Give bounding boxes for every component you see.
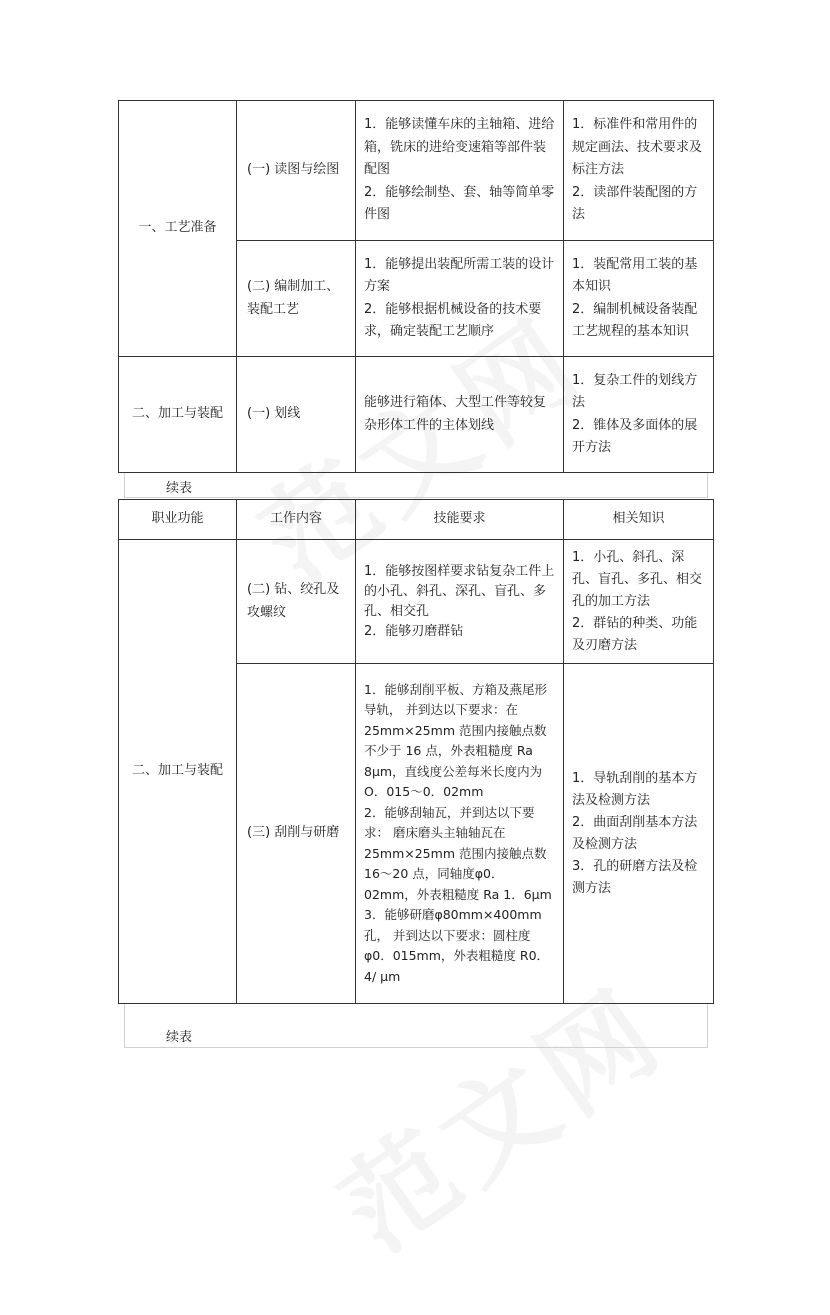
column-header-content: 工作内容	[237, 500, 356, 540]
skill-item: 1．能够提出装配所需工装的设计方案	[364, 256, 555, 294]
skill-requirements-cell	[356, 101, 564, 241]
skill-item: 1．能够按图样要求钻复杂工件上的小孔、斜孔、深孔、盲孔、多孔、相交孔	[364, 563, 555, 619]
knowledge-item: 1．装配常用工装的基本知识	[572, 256, 698, 294]
skill-requirements-cell	[356, 540, 564, 664]
column-header-function: 职业功能	[119, 500, 237, 540]
skill-requirements-cell	[356, 241, 564, 357]
continued-frame	[124, 1003, 708, 1048]
skill-item: 1．能够读懂车床的主轴箱、进给箱，铣床的进给变速箱等部件装配图	[364, 117, 555, 178]
function-cell: 二、加工与装配	[119, 540, 237, 1004]
work-content-cell: (一) 读图与绘图	[237, 101, 356, 241]
skill-item: 2．能够根据机械设备的技术要求，确定装配工艺顺序	[364, 301, 542, 339]
knowledge-item: 2．读部件装配图的方法	[572, 184, 698, 223]
skill-requirements-cell	[356, 664, 564, 1004]
continued-label: 续表	[166, 481, 193, 496]
continued-frame	[124, 473, 708, 498]
knowledge-cell	[564, 357, 714, 473]
skill-item: 2．能够刃磨群钻	[364, 623, 464, 639]
skill-item: 1．能够刮削平板、方箱及燕尾形导轨， 并到达以下要求：在25mm×25mm 范围内接触点数不少于 16 点，外表粗糙度 Ra 8μm，直线度公差每米长度内为 O．015～0．02mm	[364, 681, 547, 800]
knowledge-item: 3．孔的研磨方法及检测方法	[572, 858, 698, 896]
skill-item: 2．能够绘制垫、套、轴等简单零件图	[364, 184, 555, 223]
knowledge-item: 2．锥体及多面体的展开方法	[572, 417, 698, 455]
skill-item: 3．能够研磨φ80mm×400mm 孔， 并到达以下要求：圆柱度φ0．015mm，外表粗糙度 R0．4/ μm	[364, 907, 550, 984]
knowledge-cell	[564, 101, 714, 241]
knowledge-cell	[564, 540, 714, 664]
work-content-cell: (三) 刮削与研磨	[237, 664, 356, 1004]
column-header-skills: 技能要求	[356, 500, 564, 540]
knowledge-item: 1．小孔、斜孔、深孔、盲孔、多孔、相交孔的加工方法	[572, 549, 703, 609]
knowledge-item: 2．编制机械设备装配工艺规程的基本知识	[572, 301, 698, 339]
skill-item: 能够进行箱体、大型工件等较复杂形体工件的主体划线	[364, 395, 547, 433]
knowledge-item: 2．群钻的种类、功能及刃磨方法	[572, 615, 698, 653]
knowledge-cell	[564, 664, 714, 1004]
column-header-knowledge: 相关知识	[564, 500, 714, 540]
function-cell: 一、工艺准备	[119, 101, 237, 357]
knowledge-item: 2．曲面刮削基本方法及检测方法	[572, 814, 698, 852]
knowledge-cell	[564, 241, 714, 357]
work-content-cell: (二) 编制加工、装配工艺	[237, 241, 356, 357]
knowledge-item: 1．导轨刮削的基本方法及检测方法	[572, 770, 698, 808]
skills-table-1	[118, 100, 714, 473]
knowledge-item: 1．标准件和常用件的规定画法、技术要求及标注方法	[572, 117, 703, 178]
skill-requirements-cell	[356, 357, 564, 473]
work-content-cell: (一) 划线	[237, 357, 356, 473]
function-cell: 二、加工与装配	[119, 357, 237, 473]
work-content-cell: (二) 钻、绞孔及攻螺纹	[237, 540, 356, 664]
continued-label: 续表	[166, 1030, 193, 1045]
skill-item: 2．能够刮轴瓦，并到达以下要求： 磨床磨头主轴轴瓦在25mm×25mm 范围内接触点数16～20 点，同轴度φ0．02mm，外表粗糙度 Ra 1．6μm	[364, 804, 552, 902]
skills-table-2	[118, 499, 714, 1004]
knowledge-item: 1．复杂工件的划线方法	[572, 372, 698, 410]
